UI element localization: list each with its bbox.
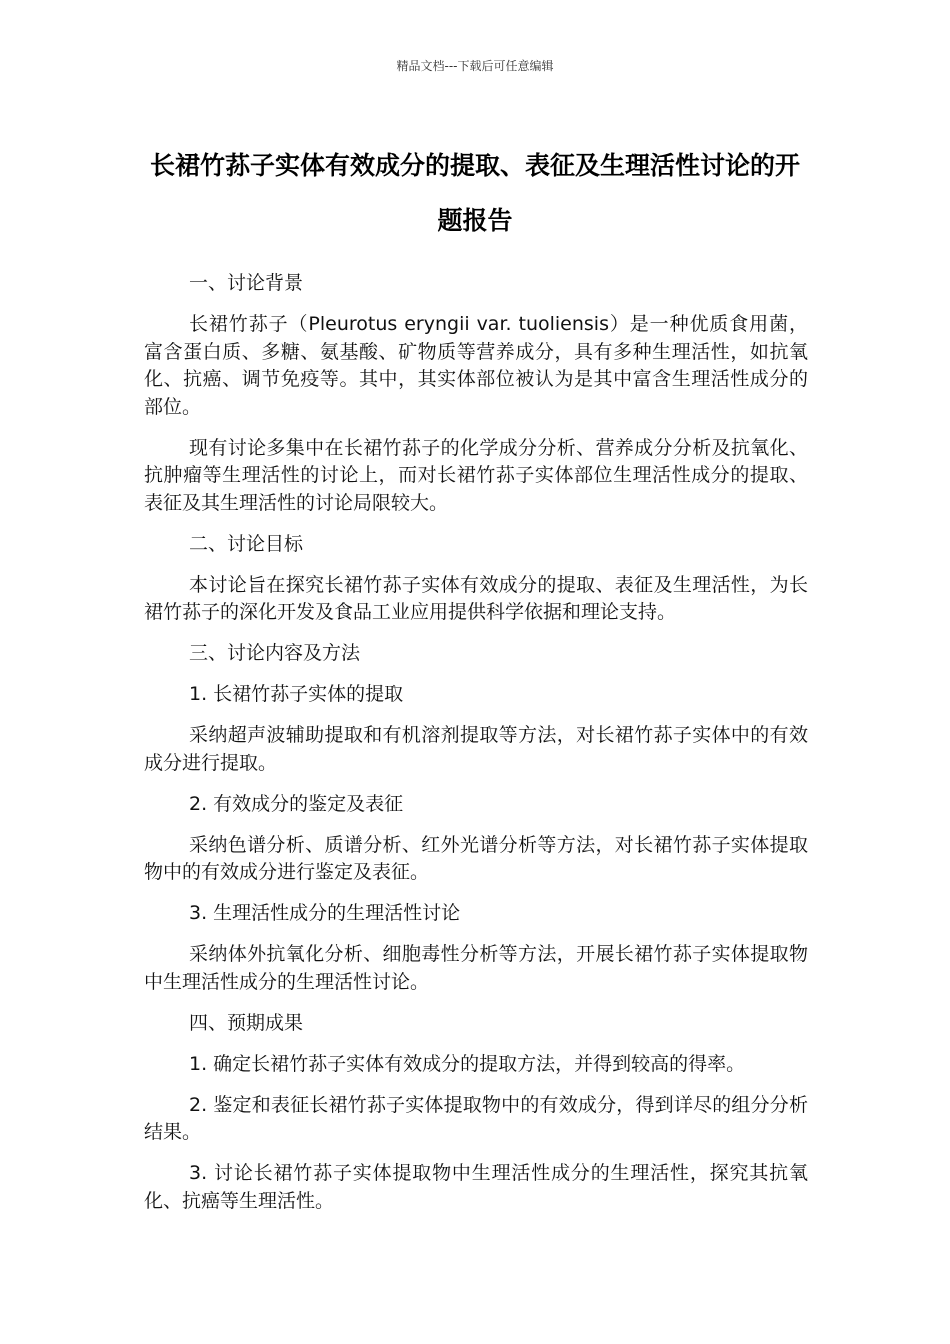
subsection-heading-bioactivity: 3. 生理活性成分的生理活性讨论 <box>189 902 461 924</box>
outcome-item: 3. 讨论长裙竹荪子实体提取物中生理活性成分的生理活性，探究其抗氧化、抗癌等生理活性。 <box>144 1162 808 1212</box>
subsection-heading-extraction: 1. 长裙竹荪子实体的提取 <box>189 683 404 705</box>
document-body <box>144 270 808 1229</box>
section-heading-background: 一、讨论背景 <box>189 272 304 294</box>
section-heading-goals: 二、讨论目标 <box>189 532 304 555</box>
section-heading-outcomes: 四、预期成果 <box>189 1011 304 1034</box>
paragraph: 现有讨论多集中在长裙竹荪子的化学成分分析、营养成分分析及抗氧化、抗肿瘤等生理活性的讨论上，而对长裙竹荪子实体部位生理活性成分的提取、表征及其生理活性的讨论局限较大。 <box>144 436 808 514</box>
paragraph: 长裙竹荪子（Pleurotus eryngii var. tuoliensis）是一种优质食用菌，富含蛋白质、多糖、氨基酸、矿物质等营养成分，具有多种生理活性，如抗氧化、抗癌、调节免疫等。其中，其实体部位被认为是其中富含生理活性成分的部位。 <box>144 313 808 418</box>
document-title: 长裙竹荪子实体有效成分的提取、表征及生理活性讨论的开题报告 <box>149 151 800 235</box>
subsection-heading-identification: 2. 有效成分的鉴定及表征 <box>189 792 404 815</box>
paragraph: 采纳超声波辅助提取和有机溶剂提取等方法，对长裙竹荪子实体中的有效成分进行提取。 <box>144 724 808 774</box>
paragraph: 采纳体外抗氧化分析、细胞毒性分析等方法，开展长裙竹荪子实体提取物中生理活性成分的生理活性讨论。 <box>144 943 808 993</box>
header-note: 精品文档---下载后可任意编辑 <box>396 59 554 73</box>
section-heading-methods: 三、讨论内容及方法 <box>189 642 361 664</box>
outcome-item: 1. 确定长裙竹荪子实体有效成分的提取方法，并得到较高的得率。 <box>189 1052 746 1075</box>
paragraph: 本讨论旨在探究长裙竹荪子实体有效成分的提取、表征及生理活性，为长裙竹荪子的深化开发及食品工业应用提供科学依据和理论支持。 <box>144 573 808 623</box>
outcome-item: 2. 鉴定和表征长裙竹荪子实体提取物中的有效成分，得到详尽的组分分析结果。 <box>144 1093 808 1143</box>
paragraph: 采纳色谱分析、质谱分析、红外光谱分析等方法，对长裙竹荪子实体提取物中的有效成分进行鉴定及表征。 <box>144 833 808 883</box>
